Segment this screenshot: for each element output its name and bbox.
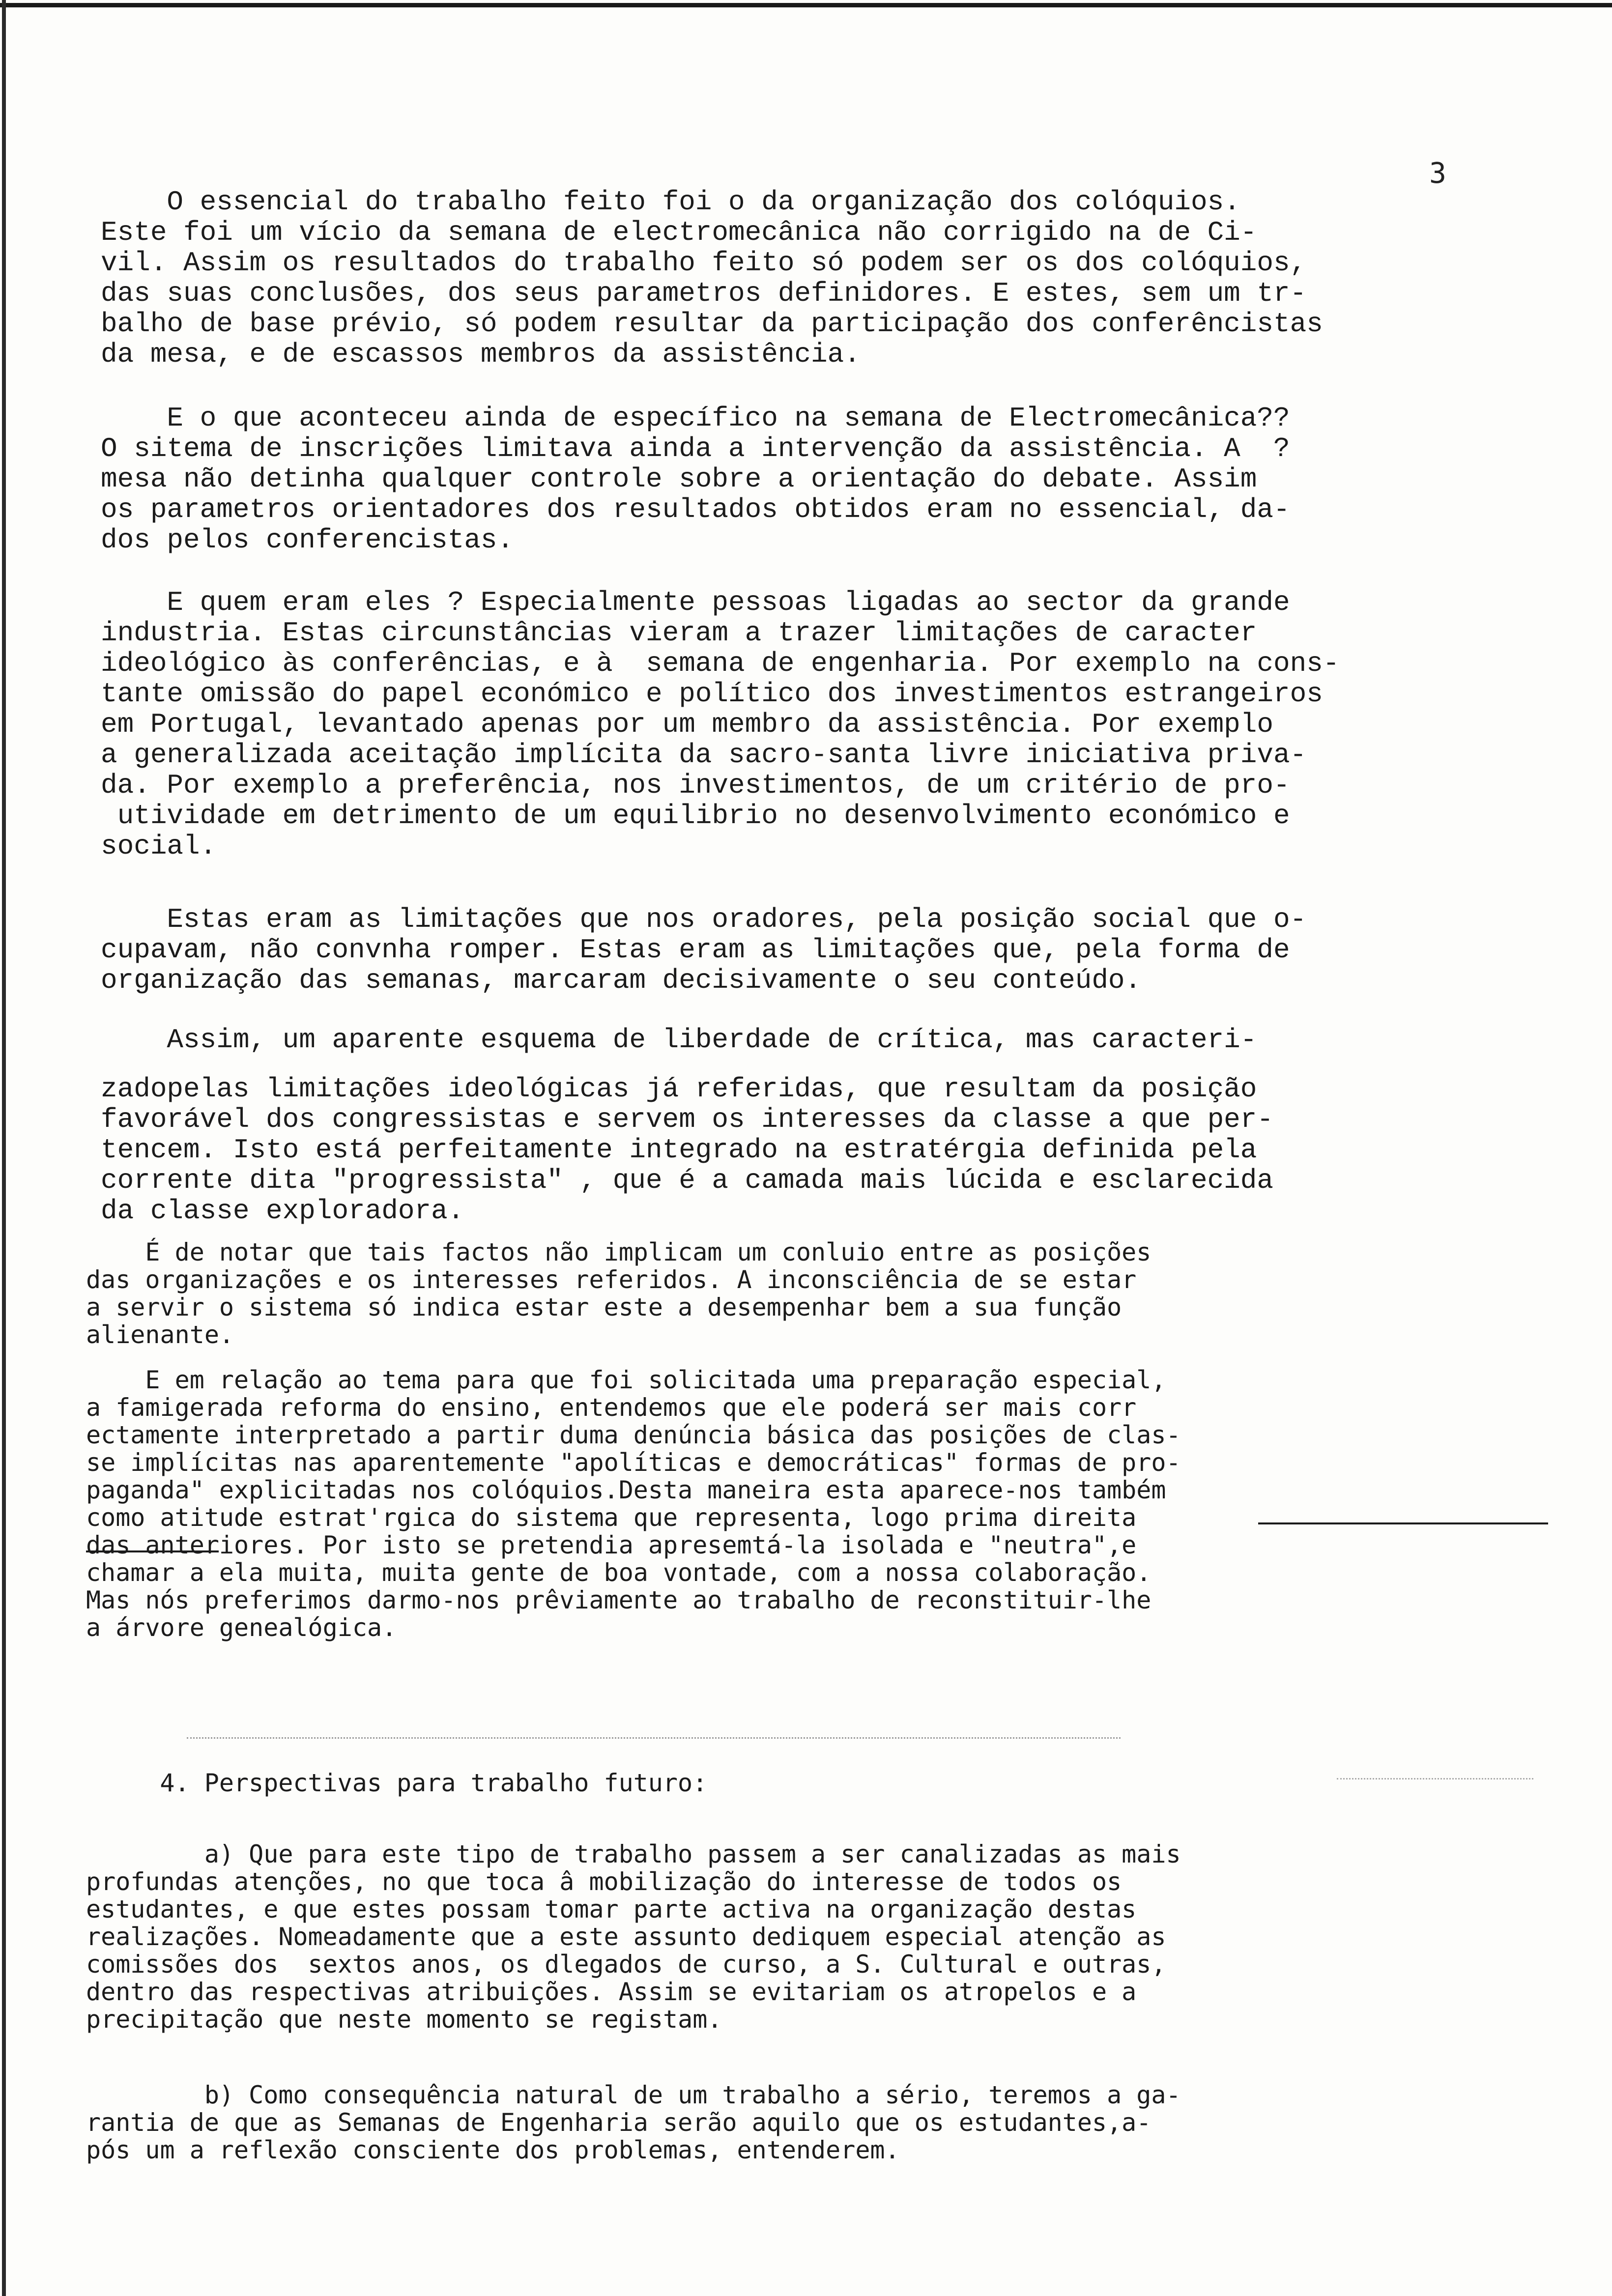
text-line: os parametros orientadores dos resultados obtidos eram no essencial, da- bbox=[101, 494, 1290, 525]
text-line: O essencial do trabalho feito foi o da organização dos colóquios. bbox=[101, 186, 1240, 218]
text-line: a generalizada aceitação implícita da sacro-santa livre iniciativa priva- bbox=[101, 739, 1307, 771]
text-line: É de notar que tais factos não implicam um conluio entre as posições bbox=[86, 1238, 1151, 1266]
text-line: 4. Perspectivas para trabalho futuro: bbox=[101, 1769, 708, 1797]
text-line: como atitude estrat'rgica do sistema que representa, logo prima direita bbox=[86, 1503, 1137, 1532]
text-line: organização das semanas, marcaram decisivamente o seu conteúdo. bbox=[101, 965, 1142, 996]
text-line: tencem. Isto está perfeitamente integrado na estratérgia definida pela bbox=[101, 1134, 1257, 1166]
text-line: mesa não detinha qualquer controle sobre a orientação do debate. Assim bbox=[101, 463, 1257, 495]
text-line: alienante. bbox=[86, 1320, 234, 1349]
text-line: zadopelas limitações ideológicas já referidas, que resultam da posição bbox=[101, 1073, 1257, 1105]
text-line: Assim, um aparente esquema de liberdade de crítica, mas caracteri- bbox=[101, 1024, 1257, 1056]
paragraph-reforma-ensino bbox=[86, 1366, 1181, 1641]
text-line: estudantes, e que estes possam tomar parte activa na organização destas bbox=[86, 1895, 1137, 1923]
paragraph-item-b bbox=[86, 2081, 1181, 2164]
text-line: da. Por exemplo a preferência, nos investimentos, de um critério de pro- bbox=[101, 770, 1290, 801]
paragraph-conluio bbox=[86, 1238, 1151, 1349]
text-line: E quem eram eles ? Especialmente pessoas ligadas ao sector da grande bbox=[101, 587, 1290, 618]
text-line: E em relação ao tema para que foi solicitada uma preparação especial, bbox=[86, 1366, 1166, 1394]
text-line: das suas conclusões, dos seus parametros definidores. E estes, sem um tr- bbox=[101, 278, 1307, 309]
text-line: social. bbox=[101, 831, 217, 862]
page-number: 3 bbox=[1429, 156, 1446, 190]
text-line: corrente dita "progressista" , que é a camada mais lúcida e esclarecida bbox=[101, 1165, 1273, 1196]
text-line: paganda" explicitadas nos colóquios.Desta maneira esta aparece-nos também bbox=[86, 1476, 1166, 1504]
scan-edge-top bbox=[0, 3, 1612, 7]
text-line: Estas eram as limitações que nos oradores, pela posição social que o- bbox=[101, 904, 1307, 935]
text-line: ectamente interpretado a partir duma denúncia básica das posições de clas- bbox=[86, 1421, 1181, 1449]
text-line: precipitação que neste momento se registam. bbox=[86, 2005, 722, 2034]
text-line: b) Como consequência natural de um trabalho a sério, teremos a ga- bbox=[86, 2081, 1181, 2109]
text-line: a árvore genealógica. bbox=[86, 1613, 397, 1642]
paragraph-progressista bbox=[101, 1074, 1273, 1226]
text-line: rantia de que as Semanas de Engenharia serão aquilo que os estudantes,a- bbox=[86, 2108, 1151, 2137]
paragraph-conferencistas bbox=[101, 587, 1339, 861]
paragraph-limitacoes bbox=[101, 904, 1306, 996]
text-line: profundas atenções, no que toca â mobilização do interesse de todos os bbox=[86, 1867, 1122, 1896]
text-line: pós um a reflexão consciente dos problemas, entenderem. bbox=[86, 2136, 900, 2164]
text-line: em Portugal, levantado apenas por um membro da assistência. Por exemplo bbox=[101, 709, 1273, 740]
text-line: da classe exploradora. bbox=[101, 1195, 464, 1227]
paragraph-liberdade-critica bbox=[101, 1025, 1257, 1055]
text-line: utividade em detrimento de um equilibrio no desenvolvimento económico e bbox=[101, 800, 1290, 832]
underline-propaganda bbox=[86, 1550, 219, 1552]
scan-edge-left bbox=[2, 0, 6, 2296]
paragraph-coloquios bbox=[101, 187, 1323, 370]
text-line: balho de base prévio, só podem resultar da participação dos conferêncistas bbox=[101, 308, 1323, 340]
section-heading-perspectivas bbox=[101, 1769, 707, 1797]
text-line: industria. Estas circunstâncias vieram a trazer limitações de caracter bbox=[101, 617, 1257, 649]
text-line: dos pelos conferencistas. bbox=[101, 524, 514, 556]
text-line: a famigerada reforma do ensino, entendemos que ele poderá ser mais corr bbox=[86, 1393, 1137, 1422]
text-line: dentro das respectivas atribuições. Assim se evitariam os atropelos e a bbox=[86, 1978, 1137, 2006]
text-line: comissões dos sextos anos, os dlegados de curso, a S. Cultural e outras, bbox=[86, 1950, 1166, 1979]
text-line: a servir o sistema só indica estar este a desempenhar bem a sua função bbox=[86, 1293, 1122, 1321]
text-line: O sitema de inscrições limitava ainda a intervenção da assistência. A ? bbox=[101, 433, 1290, 464]
text-line: cupavam, não convnha romper. Estas eram as limitações que, pela forma de bbox=[101, 934, 1290, 966]
underline-formas-propaganda bbox=[1258, 1522, 1548, 1524]
paragraph-item-a bbox=[86, 1840, 1181, 2033]
text-line: E o que aconteceu ainda de específico na semana de Electromecânica?? bbox=[101, 402, 1290, 434]
text-line: ideológico às conferências, e à semana de engenharia. Por exemplo na cons- bbox=[101, 648, 1340, 679]
text-line: realizações. Nomeadamente que a este assunto dediquem especial atenção as bbox=[86, 1923, 1166, 1951]
text-line: Este foi um vício da semana de electromecânica não corrigido na de Ci- bbox=[101, 217, 1257, 248]
text-line: chamar a ela muita, muita gente de boa vontade, com a nossa colaboração. bbox=[86, 1558, 1151, 1587]
text-line: a) Que para este tipo de trabalho passem a ser canalizadas as mais bbox=[86, 1840, 1181, 1868]
text-line: favorável dos congressistas e servem os interesses da classe a que per- bbox=[101, 1104, 1273, 1135]
text-line: se implícitas nas aparentemente "apolíticas e democráticas" formas de pro- bbox=[86, 1448, 1181, 1477]
text-line: das organizações e os interesses referidos. A inconsciência de se estar bbox=[86, 1265, 1137, 1294]
text-line: da mesa, e de escassos membros da assistência. bbox=[101, 339, 861, 370]
text-line: tante omissão do papel económico e político dos investimentos estrangeiros bbox=[101, 678, 1323, 710]
text-line: Mas nós preferimos darmo-nos prêviamente ao trabalho de reconstituir-lhe bbox=[86, 1586, 1151, 1614]
paragraph-electromecanica bbox=[101, 403, 1290, 555]
text-line: vil. Assim os resultados do trabalho feito só podem ser os dos colóquios, bbox=[101, 247, 1307, 279]
text-line: das anteriores. Por isto se pretendia apresemtá-la isolada e "neutra",e bbox=[86, 1531, 1137, 1559]
dotted-separator bbox=[187, 1737, 1121, 1739]
dotted-separator-right bbox=[1337, 1778, 1533, 1779]
